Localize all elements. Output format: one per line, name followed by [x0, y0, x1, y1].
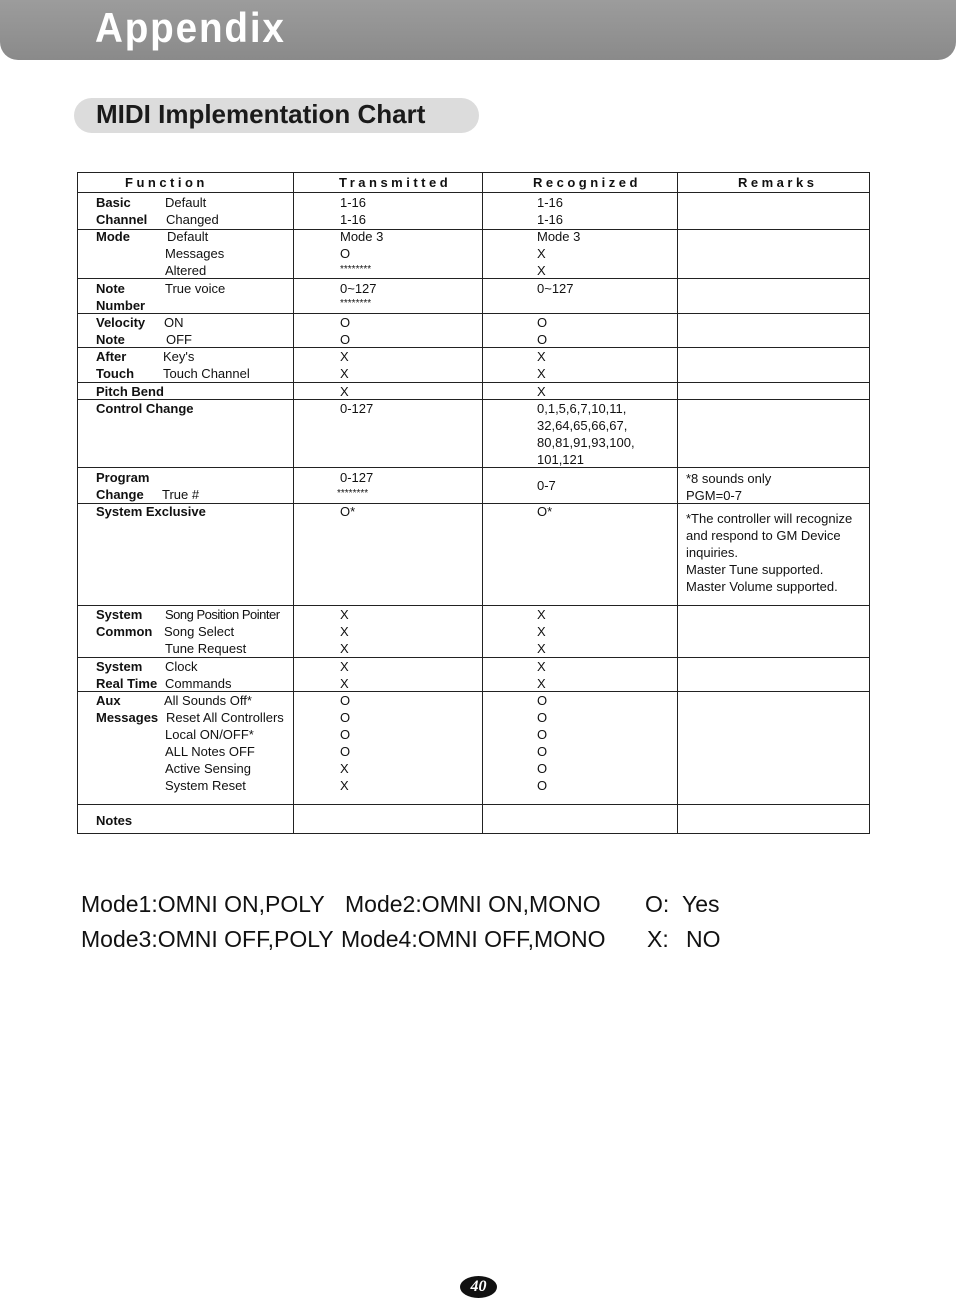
recognized-value: O [537, 744, 548, 759]
row-divider [77, 313, 870, 314]
recognized-value: O [537, 727, 548, 742]
row-sublabel: True voice [165, 281, 226, 296]
row-sublabel: Reset All Controllers [166, 710, 284, 725]
transmitted-value: X [340, 761, 349, 776]
transmitted-value: ******** [340, 264, 372, 275]
row-sublabel: Commands [165, 676, 232, 691]
recognized-value: X [537, 349, 546, 364]
transmitted-value: Mode 3 [340, 229, 384, 244]
recognized-value: X [537, 624, 546, 639]
remark-text: Master Volume supported. [686, 579, 838, 594]
recognized-value: 101,121 [537, 452, 584, 467]
row-label: Real Time [96, 676, 158, 691]
recognized-value: O [537, 778, 548, 793]
recognized-value: O [537, 332, 548, 347]
transmitted-value: O [340, 744, 351, 759]
remark-text: *8 sounds only [686, 471, 772, 486]
recognized-value: O [537, 710, 548, 725]
row-label: Change [96, 487, 144, 502]
row-label: After [96, 349, 127, 364]
transmitted-value: 1-16 [340, 195, 367, 210]
row-label: Control Change [96, 401, 194, 416]
recognized-value: O [537, 693, 548, 708]
row-label: Messages [96, 710, 159, 725]
transmitted-value: 0-127 [340, 470, 374, 485]
legend-o-value: Yes [682, 891, 720, 917]
transmitted-value: 1-16 [340, 212, 367, 227]
row-sublabel: Key's [163, 349, 195, 364]
transmitted-value: O [340, 332, 351, 347]
recognized-value: 0,1,5,6,7,10,11, [537, 401, 627, 416]
header-bar [0, 0, 956, 60]
row-sublabel: Song Position Pointer [165, 607, 280, 622]
header-remarks: Remarks [738, 175, 818, 190]
recognized-value: O [537, 315, 548, 330]
row-label: Program [96, 470, 150, 485]
row-divider [77, 804, 870, 805]
row-sublabel: ALL Notes OFF [165, 744, 255, 759]
transmitted-value: X [340, 366, 349, 381]
row-sublabel: OFF [166, 332, 192, 347]
row-label: Common [96, 624, 153, 639]
transmitted-value: O [340, 315, 351, 330]
recognized-value: X [537, 659, 546, 674]
transmitted-value: O [340, 710, 351, 725]
remark-text: and respond to GM Device [686, 528, 841, 543]
header-function: Function [125, 175, 208, 190]
remark-text: PGM=0-7 [686, 488, 742, 503]
remark-text: *The controller will recognize [686, 511, 853, 526]
row-sublabel: Local ON/OFF* [165, 727, 254, 742]
section-title: MIDI Implementation Chart [96, 99, 426, 129]
row-label: Basic [96, 195, 131, 210]
row-divider [77, 192, 870, 193]
row-label: Channel [96, 212, 148, 227]
row-sublabel: Touch Channel [163, 366, 250, 381]
legend-x-label: X: [647, 926, 669, 952]
recognized-value: 1-16 [537, 195, 564, 210]
row-divider [77, 399, 870, 400]
transmitted-value: X [340, 624, 349, 639]
transmitted-value: X [340, 676, 349, 691]
row-label: System [96, 607, 143, 622]
recognized-value: 0-7 [537, 478, 556, 493]
remark-text: inquiries. [686, 545, 739, 560]
section-title-pill [74, 98, 479, 133]
recognized-value: X [537, 641, 546, 656]
recognized-value: X [537, 246, 546, 261]
transmitted-value: 0~127 [340, 281, 377, 296]
page-title: Appendix [95, 4, 286, 51]
row-label: Note [96, 281, 125, 296]
row-sublabel: Messages [165, 246, 225, 261]
remark-text: Master Tune supported. [686, 562, 824, 577]
row-label: System Exclusive [96, 504, 206, 519]
transmitted-value: O* [340, 504, 356, 519]
row-label: Pitch Bend [96, 384, 164, 399]
transmitted-value: X [340, 349, 349, 364]
recognized-value: 0~127 [537, 281, 574, 296]
row-label: Aux [96, 693, 121, 708]
transmitted-value: X [340, 778, 349, 793]
row-sublabel: Tune Request [165, 641, 247, 656]
recognized-value: X [537, 607, 546, 622]
legend-mode4: Mode4:OMNI OFF,MONO [341, 926, 606, 952]
row-divider [77, 382, 870, 383]
row-sublabel: All Sounds Off* [164, 693, 252, 708]
recognized-value: 32,64,65,66,67, [537, 418, 628, 433]
transmitted-value: X [340, 659, 349, 674]
row-sublabel: Active Sensing [165, 761, 251, 776]
transmitted-value: X [340, 641, 349, 656]
recognized-value: O* [537, 504, 553, 519]
row-divider [77, 347, 870, 348]
row-sublabel: System Reset [165, 778, 246, 793]
transmitted-value: ******** [340, 298, 372, 309]
recognized-value: O [537, 761, 548, 776]
row-divider [77, 467, 870, 468]
transmitted-value: X [340, 384, 349, 399]
row-label: Velocity [96, 315, 146, 330]
legend-mode3: Mode3:OMNI OFF,POLY [81, 926, 334, 952]
recognized-value: X [537, 366, 546, 381]
row-sublabel: Clock [165, 659, 198, 674]
recognized-value: X [537, 263, 546, 278]
row-label: Notes [96, 813, 133, 828]
recognized-value: Mode 3 [537, 229, 581, 244]
legend-o-label: O: [645, 891, 670, 917]
page-number: 40 [460, 1276, 497, 1298]
row-label: System [96, 659, 143, 674]
transmitted-value: O [340, 246, 351, 261]
row-label: Number [96, 298, 146, 313]
row-label: Touch [96, 366, 135, 381]
row-label: Note [96, 332, 125, 347]
recognized-value: X [537, 384, 546, 399]
row-label: Mode [96, 229, 130, 244]
transmitted-value: O [340, 727, 351, 742]
transmitted-value: ******** [337, 488, 369, 499]
legend-mode2: Mode2:OMNI ON,MONO [345, 891, 601, 917]
recognized-value: X [537, 676, 546, 691]
transmitted-value: X [340, 607, 349, 622]
row-sublabel: Changed [166, 212, 219, 227]
row-sublabel: Default [167, 229, 209, 244]
legend-x-value: NO [686, 926, 721, 952]
transmitted-value: 0-127 [340, 401, 374, 416]
header-transmitted: Transmitted [339, 175, 452, 190]
row-sublabel: Song Select [164, 624, 235, 639]
row-sublabel: Altered [165, 263, 207, 278]
row-sublabel: True # [162, 487, 200, 502]
legend-mode1: Mode1:OMNI ON,POLY [81, 891, 325, 917]
transmitted-value: O [340, 693, 351, 708]
row-sublabel: Default [165, 195, 207, 210]
recognized-value: 80,81,91,93,100, [537, 435, 635, 450]
recognized-value: 1-16 [537, 212, 564, 227]
row-sublabel: ON [164, 315, 184, 330]
header-recognized: Recognized [533, 175, 641, 190]
